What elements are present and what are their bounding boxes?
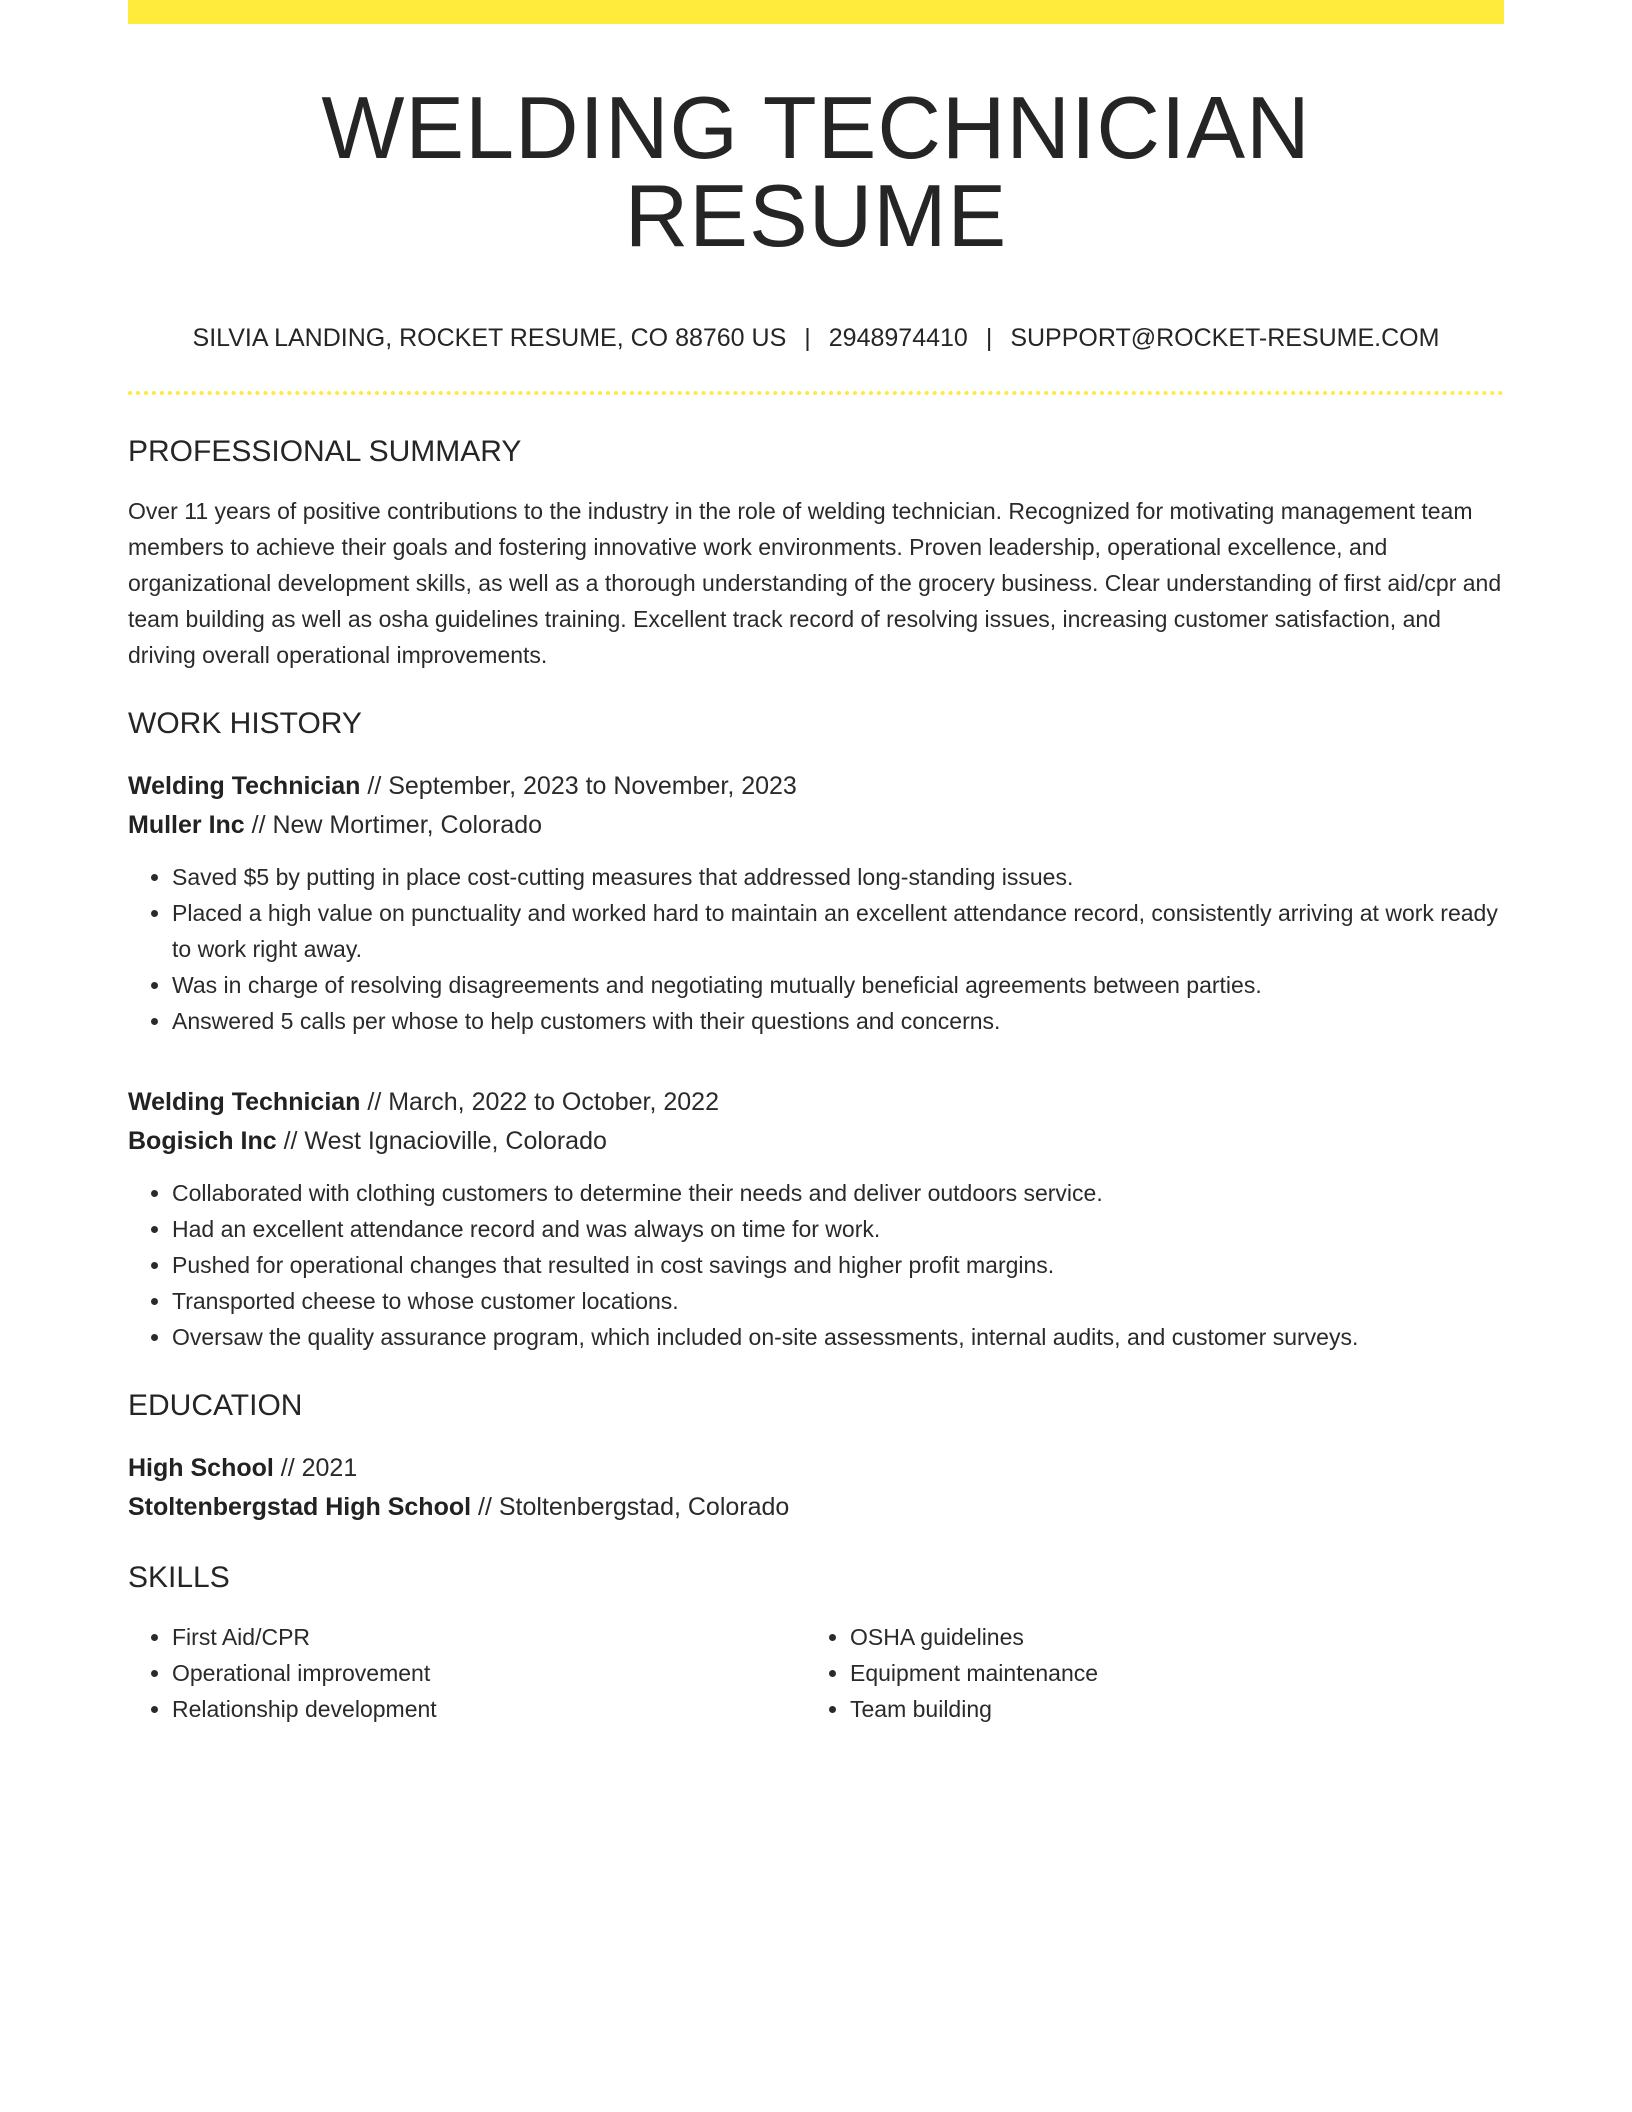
contact-phone: 2948974410 — [828, 324, 968, 352]
job-bullet: • Transported cheese to whose customer locations. — [172, 1283, 1504, 1319]
job-title-line — [128, 1083, 1504, 1122]
education-degree: High School — [128, 1454, 274, 1482]
job-entry — [128, 767, 1504, 1039]
job-title: Welding Technician — [128, 772, 361, 800]
job-title-line — [128, 767, 1504, 806]
summary-text: Over 11 years of positive contributions to the industry in the role of welding technician. Recognized for motivating management team members to achieve their goals and fostering innovative work environments. Proven leadership, operational excellence, and organizational development skills, as well as a thorough understanding of the grocery business. Clear understanding of first aid/cpr and team building as well as osha guidelines training. Excellent track record of resolving issues, increasing customer satisfaction, and driving overall operational improvements. — [128, 498, 1502, 668]
skills-column-right — [806, 1619, 1484, 1727]
job-company: Muller Inc — [128, 811, 245, 839]
job-company-line — [128, 806, 1504, 845]
contact-separator: | — [804, 324, 811, 352]
education-school: Stoltenbergstad High School — [128, 1493, 472, 1521]
accent-top-bar — [128, 0, 1504, 24]
education-location: // Stoltenbergstad, Colorado — [471, 1493, 790, 1521]
skill-item: • Operational improvement — [172, 1655, 806, 1691]
job-entry — [128, 1083, 1504, 1355]
job-bullets — [128, 1175, 1504, 1355]
job-company: Bogisich Inc — [128, 1127, 277, 1155]
job-dates: // September, 2023 to November, 2023 — [360, 772, 797, 800]
job-location: // New Mortimer, Colorado — [244, 811, 543, 839]
skill-item: • Relationship development — [172, 1691, 806, 1727]
skills-column-left — [128, 1619, 806, 1727]
job-bullet: • Answered 5 calls per whose to help customers with their questions and concerns. — [172, 1003, 1504, 1039]
job-bullets — [128, 859, 1504, 1039]
skills-heading: SKILLS — [128, 1561, 230, 1594]
job-bullet: • Placed a high value on punctuality and worked hard to maintain an excellent attendance record, consistently arriving at work ready to work right away. — [172, 895, 1504, 967]
contact-email: SUPPORT@ROCKET-RESUME.COM — [1010, 324, 1440, 352]
dotted-divider — [128, 391, 1504, 395]
contact-address: SILVIA LANDING, ROCKET RESUME, CO 88760 US — [192, 324, 787, 352]
skills-grid — [128, 1619, 1504, 1727]
work-history-heading: WORK HISTORY — [128, 707, 362, 740]
summary-heading: PROFESSIONAL SUMMARY — [128, 435, 522, 468]
education-year: // 2021 — [273, 1454, 358, 1482]
skill-item: • Team building — [850, 1691, 1484, 1727]
job-title: Welding Technician — [128, 1088, 361, 1116]
resume-page — [128, 0, 1504, 1727]
contact-separator: | — [985, 324, 993, 352]
job-location: // West Ignacioville, Colorado — [276, 1127, 607, 1155]
skill-item: • First Aid/CPR — [172, 1619, 806, 1655]
education-degree-line — [128, 1449, 1504, 1488]
job-bullet: • Saved $5 by putting in place cost-cutting measures that addressed long-standing issues. — [172, 859, 1504, 895]
job-bullet: • Had an excellent attendance record and was always on time for work. — [172, 1211, 1504, 1247]
education-school-line — [128, 1488, 1504, 1527]
job-bullet: • Collaborated with clothing customers to determine their needs and deliver outdoors service. — [172, 1175, 1504, 1211]
education-entry — [128, 1449, 1504, 1527]
job-company-line — [128, 1122, 1504, 1161]
contact-line — [128, 324, 1504, 353]
job-bullet: • Pushed for operational changes that resulted in cost savings and higher profit margins. — [172, 1247, 1504, 1283]
resume-title: WELDING TECHNICIAN RESUME — [321, 78, 1311, 265]
job-bullet: • Oversaw the quality assurance program, which included on-site assessments, internal audits, and customer surveys. — [172, 1319, 1504, 1355]
skill-item: • Equipment maintenance — [850, 1655, 1484, 1691]
education-heading: EDUCATION — [128, 1389, 303, 1422]
job-dates: // March, 2022 to October, 2022 — [360, 1088, 719, 1116]
job-bullet: • Was in charge of resolving disagreements and negotiating mutually beneficial agreements between parties. — [172, 967, 1504, 1003]
skill-item: • OSHA guidelines — [850, 1619, 1484, 1655]
